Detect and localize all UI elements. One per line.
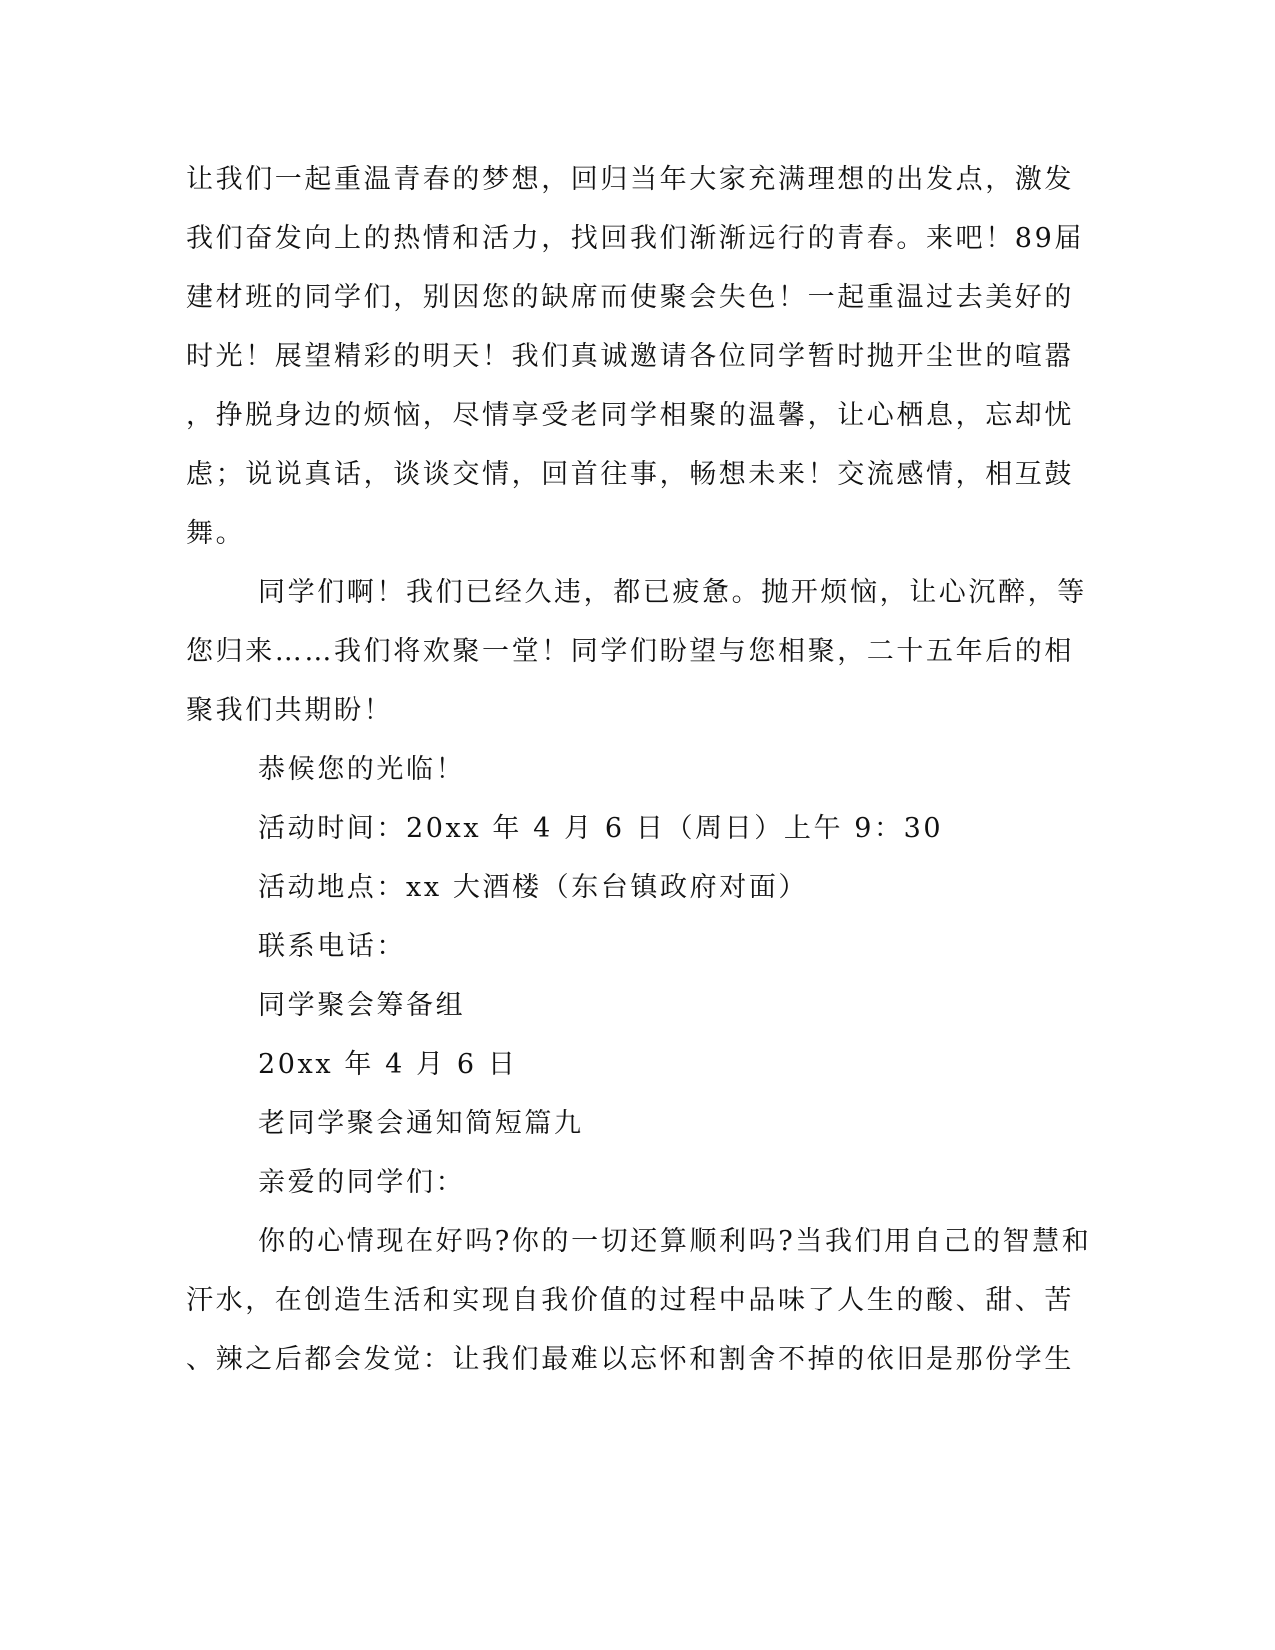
paragraph-line: 同学们啊！我们已经久违，都已疲惫。抛开烦恼，让心沉醉，等: [258, 577, 1087, 608]
closing-line: 恭候您的光临！: [258, 754, 466, 785]
paragraph-line: 舞。: [186, 518, 246, 549]
paragraph-line: 我们奋发向上的热情和活力，找回我们渐渐远行的青春。来吧！89届: [186, 223, 1084, 254]
organizer: 同学聚会筹备组: [258, 990, 466, 1021]
paragraph-line: 建材班的同学们，别因您的缺席而使聚会失色！一起重温过去美好的: [186, 282, 1074, 313]
paragraph-line: 你的心情现在好吗?你的一切还算顺利吗?当我们用自己的智慧和: [258, 1226, 1092, 1257]
event-location: 活动地点：xx 大酒楼（东台镇政府对面）: [258, 872, 809, 903]
paragraph-line: 时光！展望精彩的明天！我们真诚邀请各位同学暂时抛开尘世的喧嚣: [186, 341, 1074, 372]
paragraph-line: 、辣之后都会发觉：让我们最难以忘怀和割舍不掉的依旧是那份学生: [186, 1344, 1074, 1375]
paragraph-line: 虑；说说真话，谈谈交情，回首往事，畅想未来！交流感情，相互鼓: [186, 459, 1074, 490]
event-time: 活动时间：20xx 年 4 月 6 日（周日）上午 9：30: [258, 813, 944, 844]
paragraph-line: 您归来……我们将欢聚一堂！同学们盼望与您相聚，二十五年后的相: [186, 636, 1074, 667]
paragraph-line: ，挣脱身边的烦恼，尽情享受老同学相聚的温馨，让心栖息，忘却忧: [186, 400, 1074, 431]
paragraph-line: 汗水，在创造生活和实现自我价值的过程中品味了人生的酸、甜、苦: [186, 1285, 1074, 1316]
section-title: 老同学聚会通知简短篇九: [258, 1108, 584, 1139]
paragraph-line: 聚我们共期盼！: [186, 695, 394, 726]
paragraph-line: 让我们一起重温青春的梦想，回归当年大家充满理想的出发点，激发: [186, 164, 1074, 195]
date-line: 20xx 年 4 月 6 日: [258, 1049, 518, 1080]
contact-phone: 联系电话：: [258, 931, 406, 962]
salutation: 亲爱的同学们：: [258, 1167, 466, 1198]
